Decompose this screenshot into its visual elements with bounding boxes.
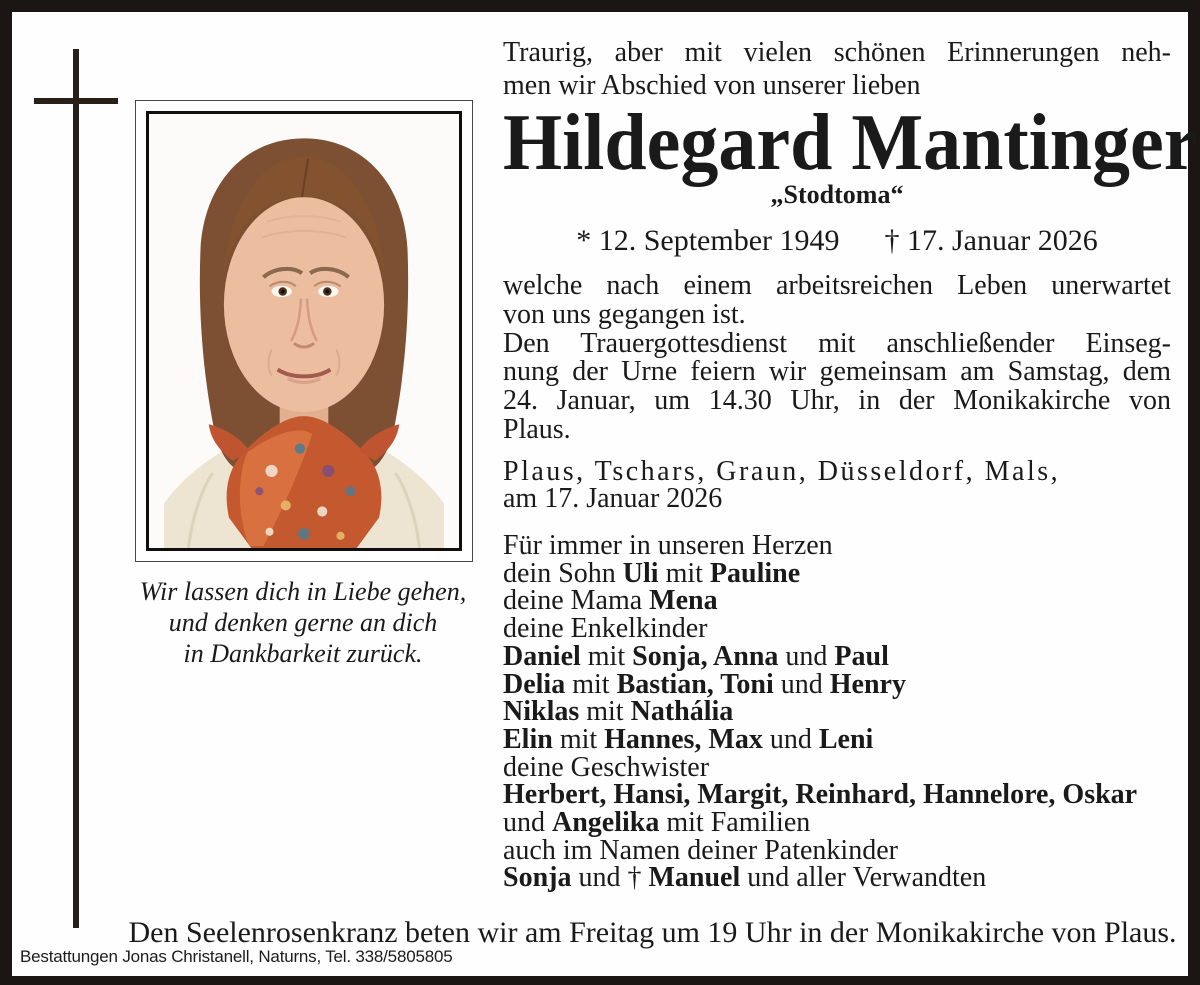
family-line: auch im Namen deiner Patenkinder <box>503 834 898 866</box>
family-line: Für immer in unseren Herzen <box>503 530 833 561</box>
caption-line: in Dankbarkeit zurück. <box>183 639 423 668</box>
text-line: 24. Januar, um 14.30 Uhr, in der Monikakirche von <box>503 385 1171 417</box>
text-line: men wir Abschied von unserer lieben <box>503 70 921 101</box>
intro-paragraph <box>503 36 1171 102</box>
text-line: Plaus. <box>503 413 571 445</box>
text-line: Traurig, aber mit vielen schönen Erinnerungen neh- <box>503 37 1171 68</box>
right-pupil <box>325 290 329 294</box>
family-line: Elin mit Hannes, Max und Leni <box>503 723 874 755</box>
birth-date: * 12. September 1949 <box>576 224 840 257</box>
announcement-text <box>503 272 1171 445</box>
face-shape <box>224 197 384 412</box>
family-line: Daniel mit Sonja, Anna und Paul <box>503 640 889 672</box>
caption-line: und denken gerne an dich <box>168 608 438 637</box>
death-date: † 17. Januar 2026 <box>884 224 1098 257</box>
places-line <box>503 458 1171 512</box>
cross-horizontal-beam <box>34 98 118 104</box>
family-line: Delia mit Bastian, Toni und Henry <box>503 668 906 700</box>
family-line: deine Geschwister <box>503 751 710 783</box>
text-line: Den Trauergottesdienst mit anschließender Einseg- <box>503 327 1171 359</box>
cross-vertical-beam <box>73 49 79 928</box>
rosary-announcement: Den Seelenrosenkranz beten wir am Freitag um 19 Uhr in der Monikakirche von Plaus. <box>128 916 1177 949</box>
family-line: und Angelika mit Familien <box>503 807 811 839</box>
photo-caption <box>103 576 503 669</box>
family-line: Niklas mit Nathália <box>503 696 734 728</box>
places-list: Plaus, Tschars, Graun, Düsseldorf, Mals, <box>503 456 1061 487</box>
caption-line: Wir lassen dich in Liebe gehen, <box>139 577 467 606</box>
family-list <box>503 532 1193 892</box>
portrait-photo <box>146 111 462 551</box>
portrait-illustration <box>149 114 459 548</box>
family-line: Sonja und † Manuel und aller Verwandten <box>503 862 987 894</box>
portrait-frame <box>135 100 473 562</box>
places-date: am 17. Januar 2026 <box>503 483 723 514</box>
family-line: Herbert, Hansi, Margit, Reinhard, Hannelore, Oskar <box>503 779 1138 811</box>
deceased-nickname: „Stodtoma“ <box>770 180 904 209</box>
family-line: dein Sohn Uli mit Pauline <box>503 557 801 589</box>
deceased-name <box>503 97 1198 187</box>
family-line: deine Mama Mena <box>503 585 718 617</box>
text-line: nung der Urne feiern wir gemeinsam am Samstag, dem <box>503 356 1171 388</box>
text-line: von uns gegangen ist. <box>503 298 746 330</box>
text-line: welche nach einem arbeitsreichen Leben unerwartet <box>503 270 1171 301</box>
family-line: deine Enkelkinder <box>503 613 708 645</box>
life-dates <box>503 224 1171 258</box>
funeral-home-credit: Bestattungen Jonas Christanell, Naturns, Tel. 338/5805805 <box>20 947 453 966</box>
deceased-name-text: Hildegard Mantinger <box>503 97 1198 187</box>
left-pupil <box>281 290 285 294</box>
